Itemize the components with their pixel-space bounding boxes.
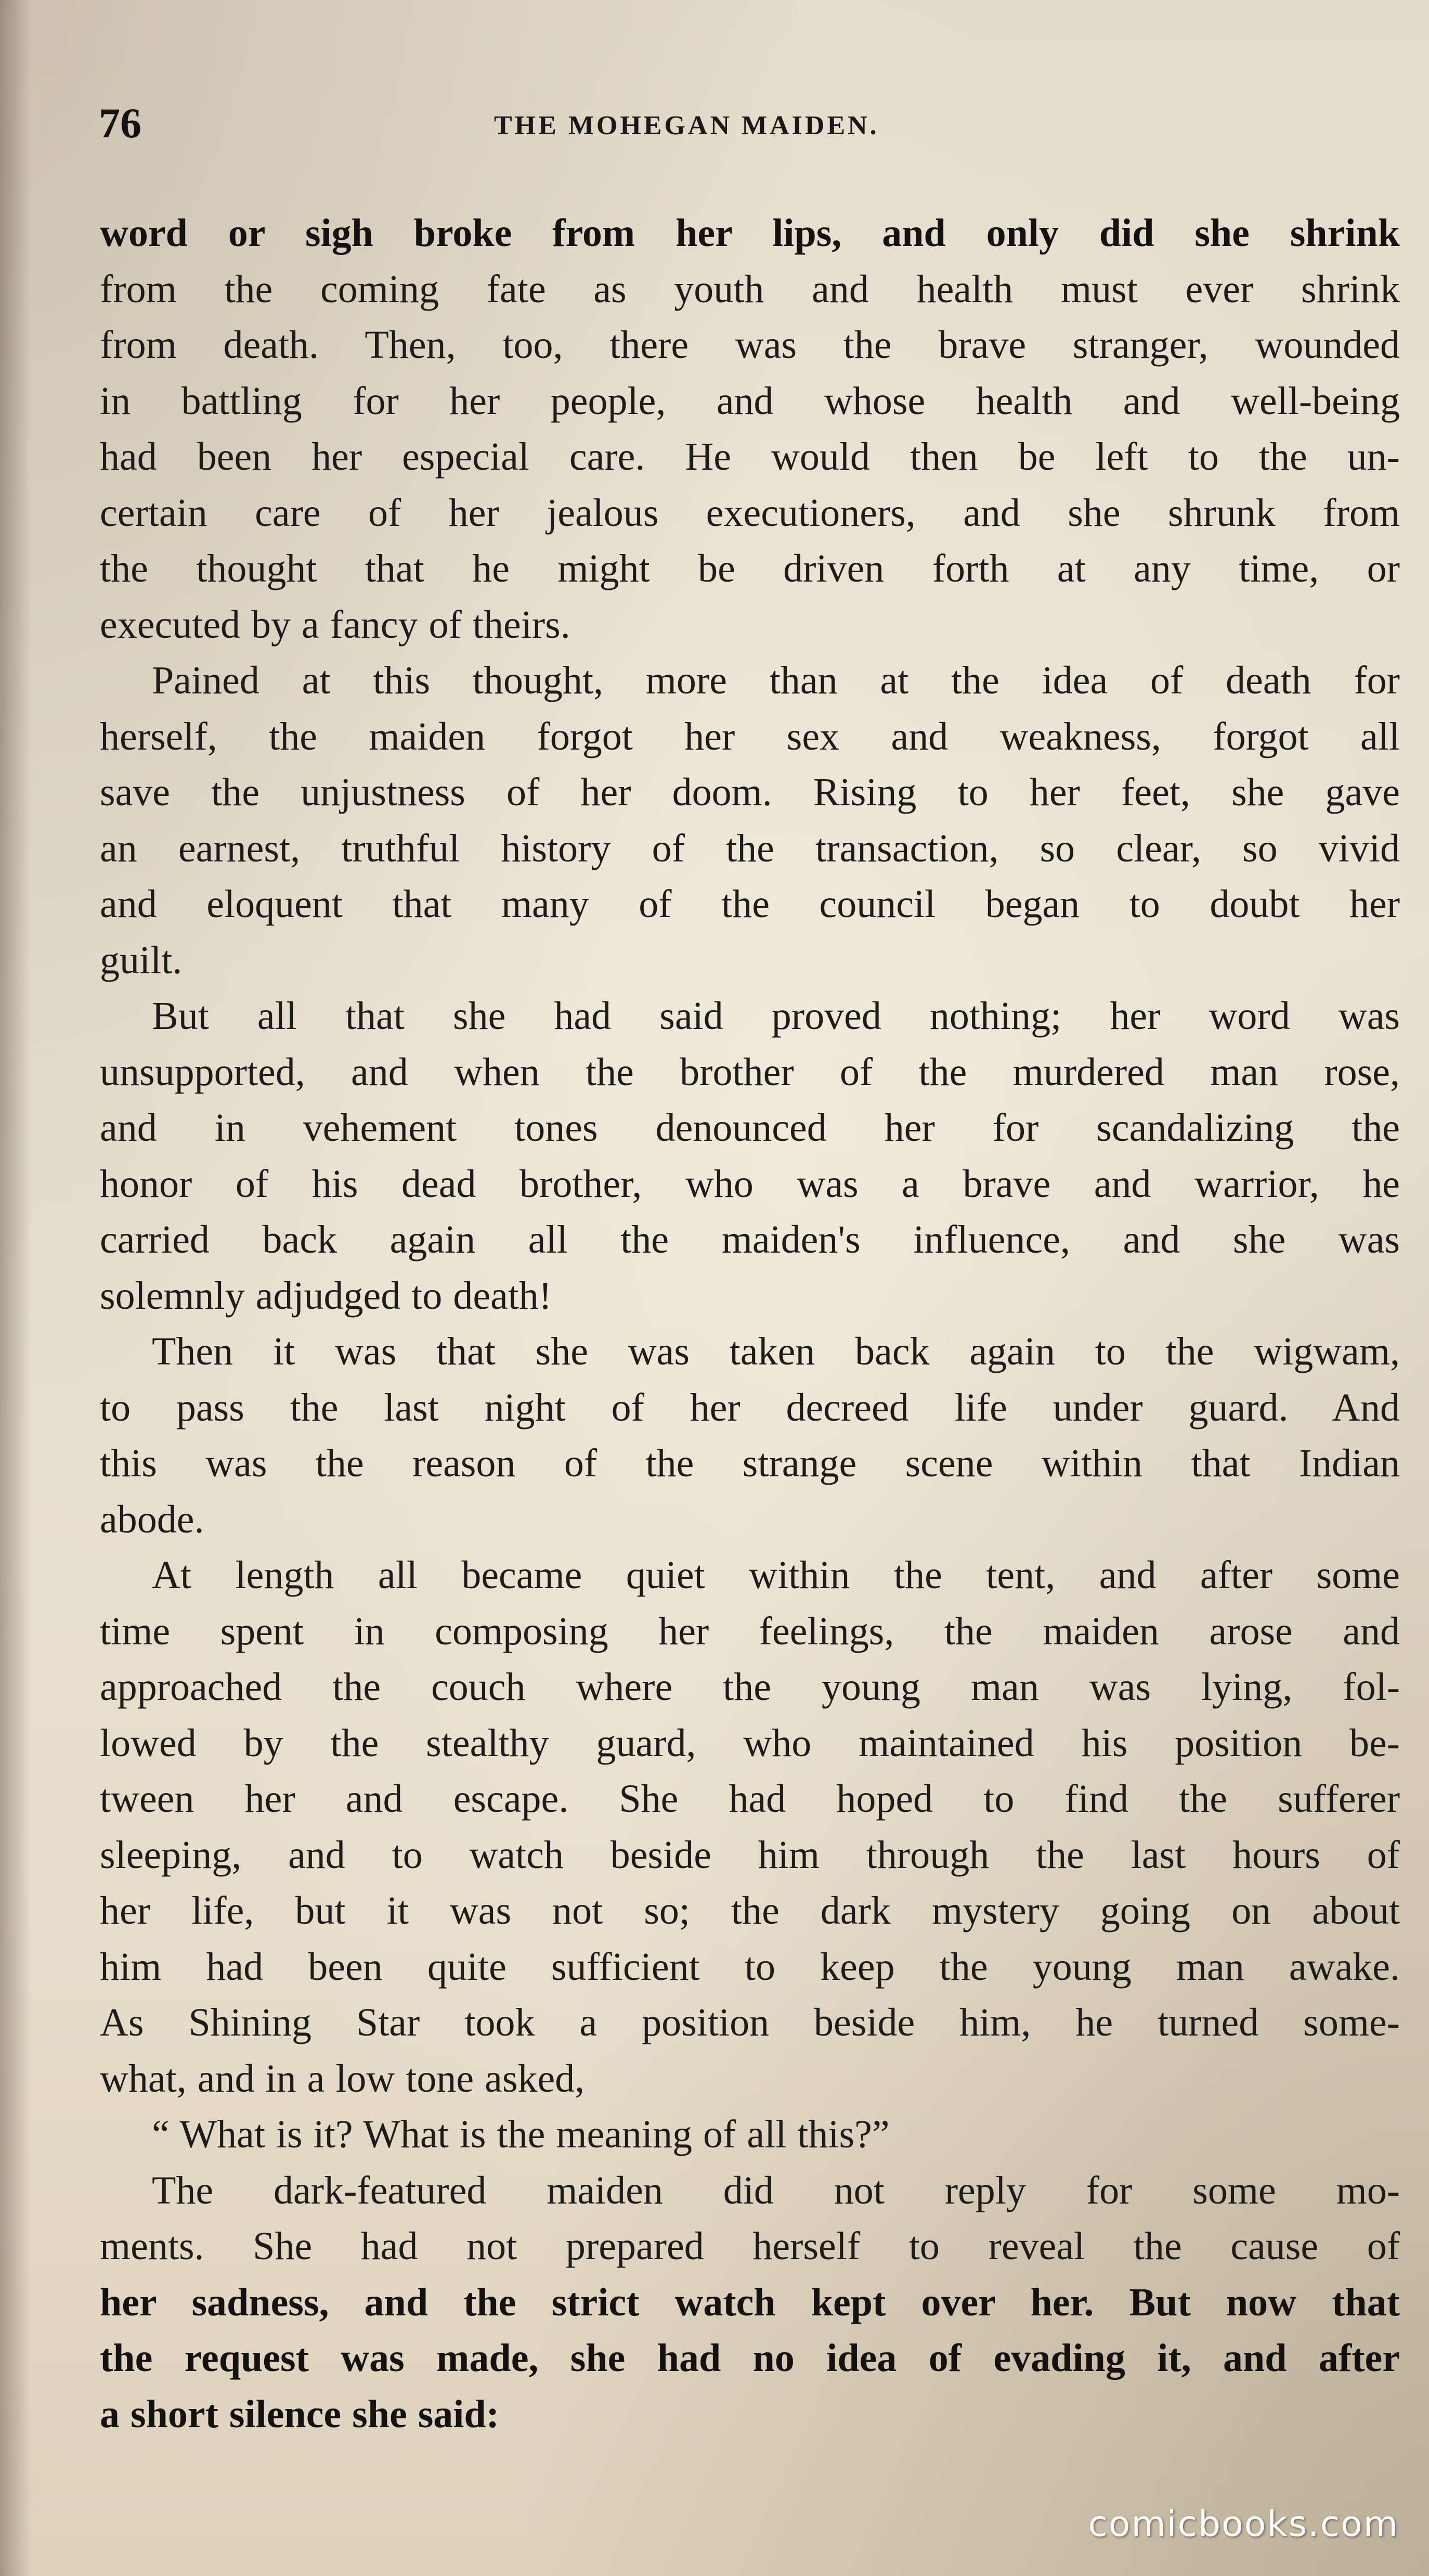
text-line: time spent in composing her feelings, the maiden arose and: [100, 1609, 1400, 1653]
text-line: an earnest, truthful history of the transaction, so clear, so vivid: [100, 826, 1400, 870]
text-line: herself, the maiden forgot her sex and weakness, forgot all: [100, 714, 1400, 758]
text-line: and in vehement tones denounced her for scandalizing the: [100, 1106, 1400, 1150]
text-line: unsupported, and when the brother of the murdered man rose,: [100, 1050, 1400, 1094]
text-line: her sadness, and the strict watch kept over her. But now that: [100, 2280, 1400, 2324]
text-line: the thought that he might be driven forth at any time, or: [100, 547, 1400, 590]
text-line: to pass the last night of her decreed life under guard. And: [100, 1385, 1400, 1429]
text-line: As Shining Star took a position beside him, he turned some-: [100, 2001, 1400, 2044]
page-number: 76: [99, 99, 141, 147]
text-line: sleeping, and to watch beside him through the last hours of: [100, 1833, 1400, 1877]
text-line: “ What is it? What is the meaning of all this?”: [152, 2113, 890, 2156]
text-line: carried back again all the maiden's influence, and she was: [100, 1218, 1400, 1261]
text-line: abode.: [100, 1497, 204, 1541]
text-line: approached the couch where the young man was lying, fol-: [100, 1665, 1400, 1709]
text-line: this was the reason of the strange scene within that Indian: [100, 1441, 1400, 1485]
text-line: had been her especial care. He would then be left to the un-: [100, 435, 1400, 479]
text-line: guilt.: [100, 938, 183, 982]
text-line: certain care of her jealous executioners, and she shrunk from: [100, 491, 1400, 535]
text-line: honor of his dead brother, who was a brave and warrior, he: [100, 1162, 1400, 1206]
body-text: [100, 205, 1400, 2442]
text-line: solemnly adjudged to death!: [100, 1273, 552, 1318]
text-line: executed by a fancy of theirs.: [100, 602, 570, 647]
text-line: from death. Then, too, there was the brave stranger, wounded: [100, 323, 1400, 367]
book-title: THE MOHEGAN MAIDEN.: [494, 111, 879, 140]
site-watermark: comicbooks.com: [1088, 2504, 1399, 2545]
text-line: in battling for her people, and whose health and well-being: [100, 379, 1400, 423]
text-line: But all that she had said proved nothing; her word was: [152, 994, 1400, 1038]
text-line: At length all became quiet within the tent, and after some: [152, 1553, 1400, 1597]
text-line: him had been quite sufficient to keep the young man awake.: [100, 1944, 1400, 1989]
text-line: the request was made, she had no idea of evading it, and after: [100, 2336, 1400, 2380]
text-line: a short silence she said:: [100, 2392, 499, 2436]
text-line: what, and in a low tone asked,: [100, 2056, 585, 2101]
text-line: word or sigh broke from her lips, and only did she shrink: [100, 211, 1400, 255]
text-line: ments. She had not prepared herself to reveal the cause of: [100, 2224, 1400, 2268]
text-line: lowed by the stealthy guard, who maintained his position be-: [100, 1721, 1400, 1765]
text-line: save the unjustness of her doom. Rising to her feet, she gave: [100, 770, 1400, 814]
text-line: from the coming fate as youth and health must ever shrink: [100, 267, 1400, 311]
text-line: Then it was that she was taken back again to the wigwam,: [152, 1330, 1400, 1373]
page-gutter-shadow: [0, 0, 31, 2576]
text-line: her life, but it was not so; the dark mystery going on about: [100, 1889, 1400, 1933]
text-line: tween her and escape. She had hoped to find the sufferer: [100, 1777, 1400, 1821]
running-head: [99, 99, 1347, 156]
text-line: The dark-featured maiden did not reply for some mo-: [152, 2168, 1400, 2212]
text-line: Pained at this thought, more than at the idea of death for: [152, 659, 1400, 702]
text-line: and eloquent that many of the council began to doubt her: [100, 882, 1400, 926]
